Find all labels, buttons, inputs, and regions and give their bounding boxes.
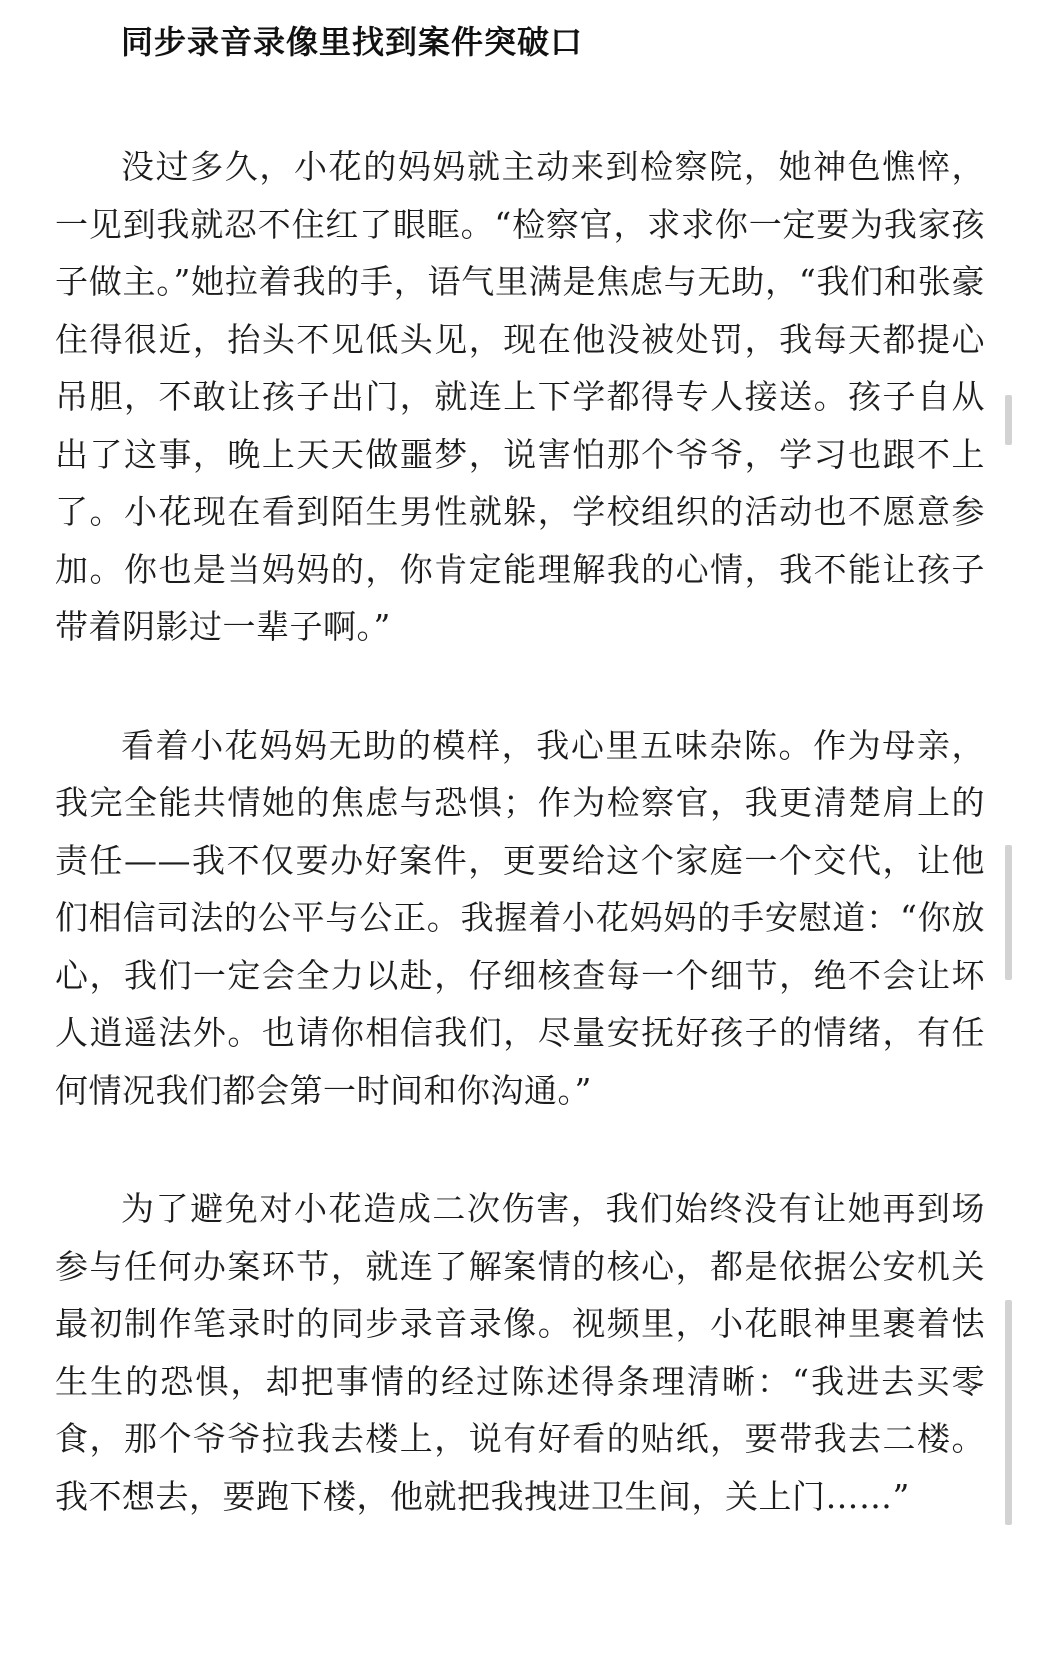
paragraph-1: 没过多久，小花的妈妈就主动来到检察院，她神色憔悴，一见到我就忍不住红了眼眶。“检察官，求求你一定要为我家孩子做主。”她拉着我的手，语气里满是焦虑与无助，“我们和张豪住得很近，抬头不见低头见，现在他没被处罚，我每天都提心吊胆，不敢让孩子出门，就连上下学都得专人接送。孩子自从出了这事，晚上天天做噩梦，说害怕那个爷爷，学习也跟不上了。小花现在看到陌生男性就躲，学校组织的活动也不愿意参加。你也是当妈妈的，你肯定能理解我的心情，我不能让孩子带着阴影过一辈子啊。” bbox=[55, 147, 985, 646]
scroll-marker-top bbox=[1005, 395, 1012, 445]
scroll-marker-bottom bbox=[1005, 1300, 1012, 1525]
paragraph-3: 为了避免对小花造成二次伤害，我们始终没有让她再到场参与任何办案环节，就连了解案情的核心，都是依据公安机关最初制作笔录时的同步录音录像。视频里，小花眼神里裹着怯生生的恐惧，却把事情的经过陈述得条理清晰：“我进去买零食，那个爷爷拉我去楼上，说有好看的贴纸，要带我去二楼。我不想去，要跑下楼，他就把我拽进卫生间，关上门……” bbox=[55, 1189, 985, 1516]
article bbox=[55, 20, 985, 1525]
paragraph-2: 看着小花妈妈无助的模样，我心里五味杂陈。作为母亲，我完全能共情她的焦虑与恐惧；作为检察官，我更清楚肩上的责任——我不仅要办好案件，更要给这个家庭一个交代，让他们相信司法的公平与公正。我握着小花妈妈的手安慰道：“你放心，我们一定会全力以赴，仔细核查每一个细节，绝不会让坏人逍遥法外。也请你相信我们，尽量安抚好孩子的情绪，有任何情况我们都会第一时间和你沟通。” bbox=[55, 725, 985, 1110]
scroll-marker-middle bbox=[1005, 845, 1012, 980]
article-title: 同步录音录像里找到案件突破口 bbox=[121, 23, 584, 61]
